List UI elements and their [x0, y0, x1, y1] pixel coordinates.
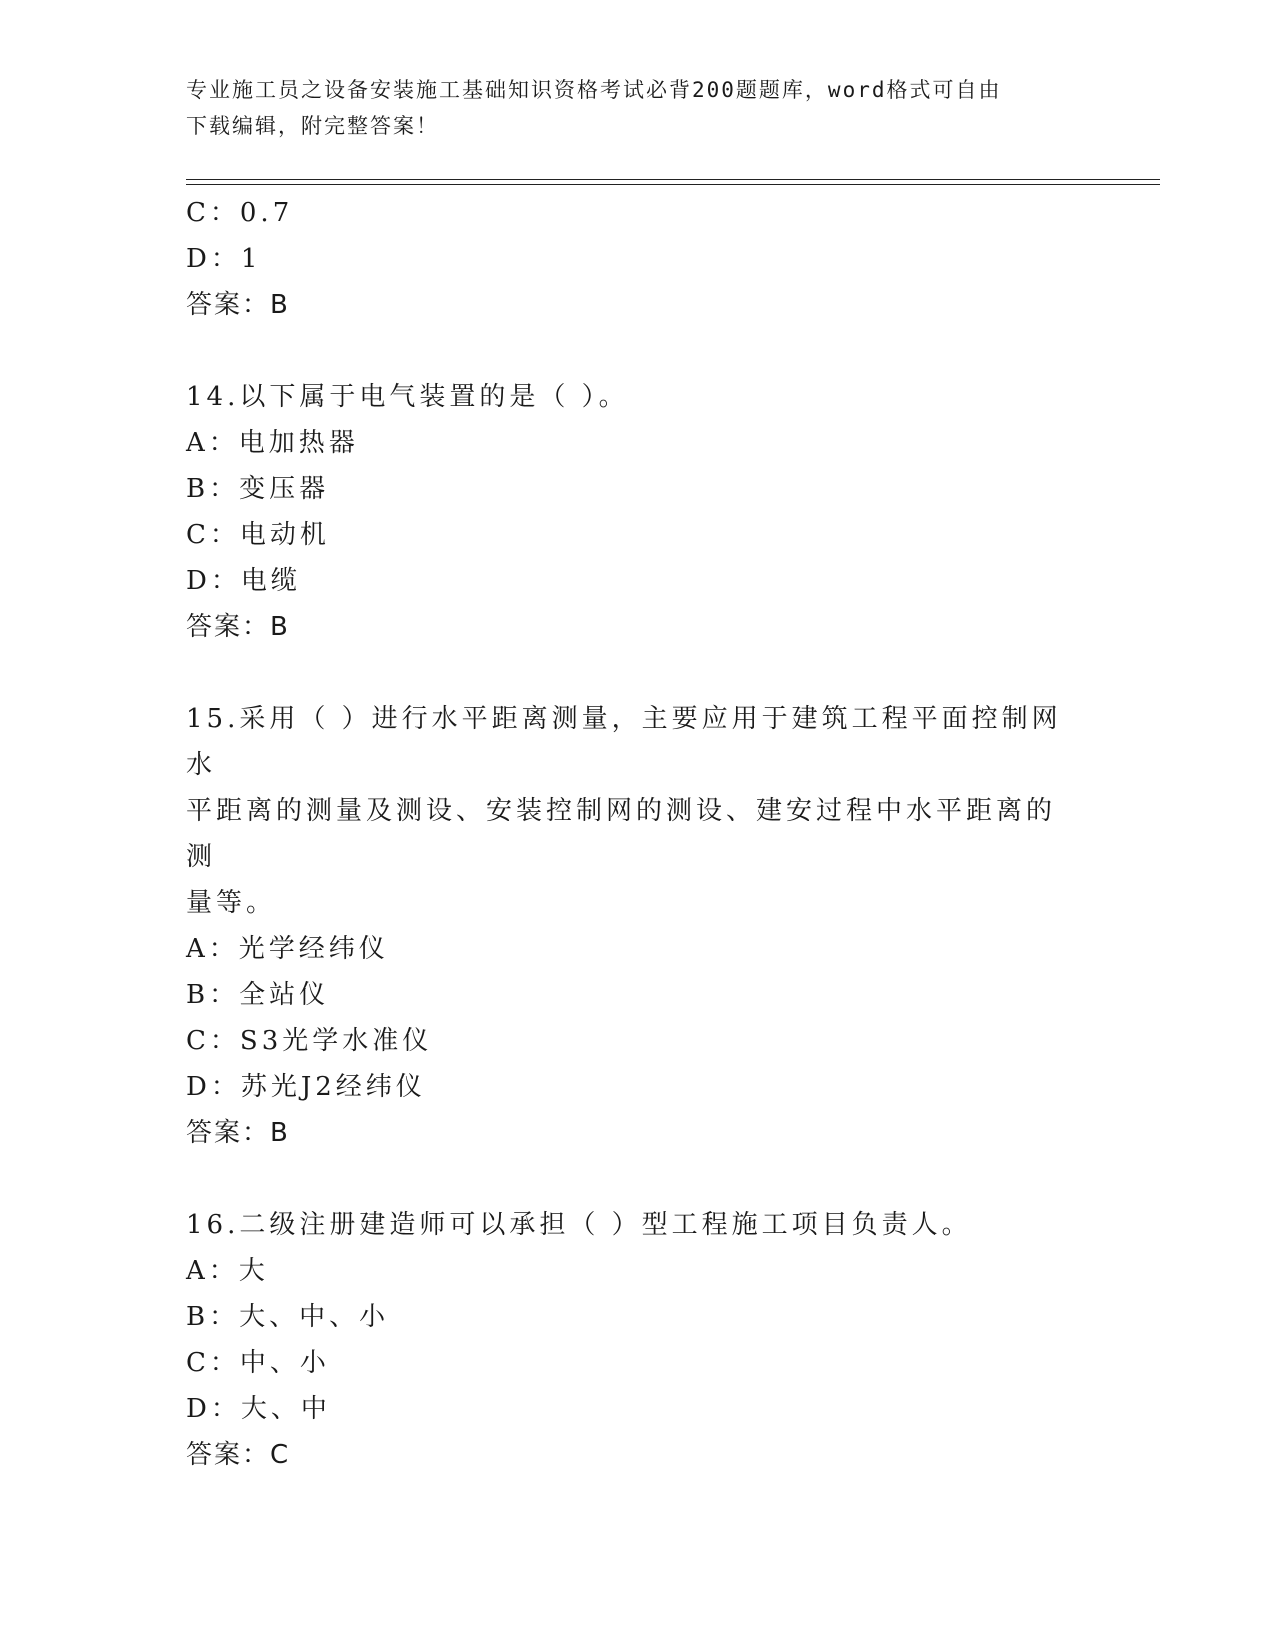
- question-stem-line-1: 15.采用（ ）进行水平距离测量，主要应用于建筑工程平面控制网水: [186, 704, 1062, 780]
- option-c: C：电动机: [186, 520, 330, 550]
- answer: 答案：B: [186, 290, 290, 320]
- question-stem-line-2: 平距离的测量及测设、安装控制网的测设、建安过程中水平距离的测: [186, 796, 1057, 872]
- document-body: [186, 190, 1066, 1478]
- header-line-1: 专业施工员之设备安装施工基础知识资格考试必背200题题库，word格式可自由: [186, 78, 1002, 102]
- answer: 答案：B: [186, 1118, 290, 1148]
- spacer: [186, 650, 1066, 696]
- question-stem: 14.以下属于电气装置的是（ ）。: [186, 382, 629, 412]
- option-c: C：S3光学水准仪: [186, 1026, 433, 1056]
- answer: 答案：B: [186, 612, 290, 642]
- document-header: [186, 72, 1066, 144]
- option-d: D：电缆: [186, 566, 301, 596]
- header-line-2: 下载编辑，附完整答案！: [186, 114, 439, 138]
- header-divider-bottom: [186, 184, 1160, 185]
- option-a: A：大: [186, 1256, 269, 1286]
- partial-question-13: [186, 190, 1066, 328]
- option-a: A：光学经纬仪: [186, 934, 389, 964]
- option-d: D：1: [186, 244, 262, 274]
- option-a: A：电加热器: [186, 428, 359, 458]
- question-16: [186, 1202, 1066, 1478]
- spacer: [186, 328, 1066, 374]
- spacer: [186, 1156, 1066, 1202]
- question-14: [186, 374, 1066, 650]
- option-b: B：变压器: [186, 474, 330, 504]
- header-divider-top: [186, 179, 1160, 180]
- option-d: D：苏光J2经纬仪: [186, 1072, 426, 1102]
- answer: 答案：C: [186, 1440, 291, 1470]
- option-b: B：全站仪: [186, 980, 330, 1010]
- question-stem: 16.二级注册建造师可以承担（ ）型工程施工项目负责人。: [186, 1210, 972, 1240]
- question-stem-line-3: 量等。: [186, 888, 277, 918]
- option-b: B：大、中、小: [186, 1302, 390, 1332]
- option-d: D：大、中: [186, 1394, 331, 1424]
- option-c: C：中、小: [186, 1348, 330, 1378]
- question-15: [186, 696, 1066, 1156]
- option-c: C：0.7: [186, 198, 294, 228]
